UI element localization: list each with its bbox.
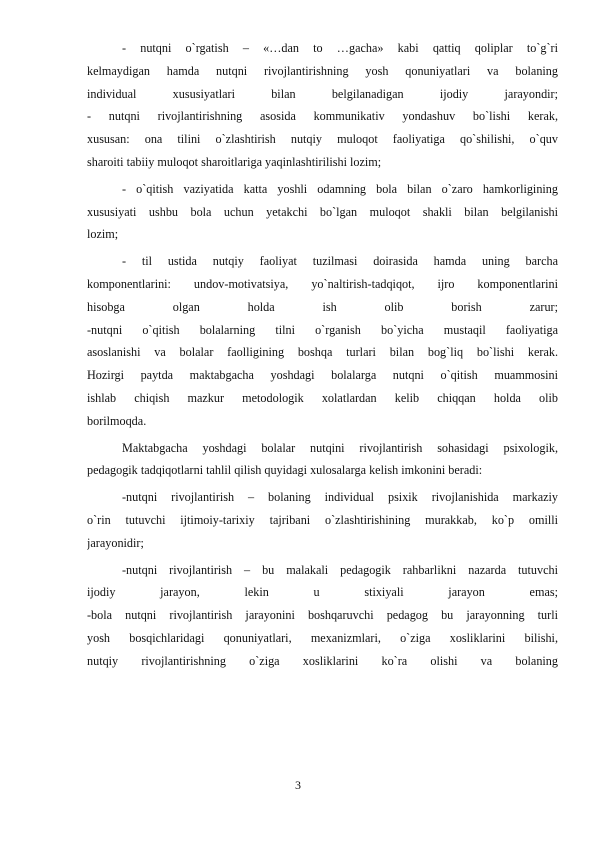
text-line: hisobga olgan holda ish olib borish zarur; [87, 299, 558, 314]
paragraph [87, 178, 558, 246]
text-line: individual xususiyatlari bilan belgilanadigan ijodiy jarayondir; [87, 86, 558, 101]
text-line: xususan: ona tilini o`zlashtirish nutqiy muloqot faoliyatiga qo`shilishi, o`quv [87, 132, 558, 147]
paragraph [87, 437, 558, 483]
text-line: pedagogik tadqiqotlarni tahlil qilish quyidagi xulosalarga kelish imkonini beradi: [87, 463, 483, 478]
text-line: Maktabgacha yoshdagi bolalar nutqini rivojlantirish sohasidagi psixologik, [122, 440, 558, 455]
page-number: 3 [295, 778, 301, 792]
paragraph [87, 250, 558, 432]
text-line: -nutqni rivojlantirish – bu malakali pedagogik rahbarlikni nazarda tutuvchi [122, 562, 558, 577]
document-body [87, 37, 558, 677]
text-line: -nutqni o`qitish bolalarning tilni o`rganish bo`yicha mustaqil faoliyatiga [87, 322, 558, 337]
paragraph [87, 486, 558, 554]
text-line: -bola nutqni rivojlantirish jarayonini boshqaruvchi pedagog bu jarayonning turli [87, 608, 558, 623]
text-line: - o`qitish vaziyatida katta yoshli odamning bola bilan o`zaro hamkorligining [122, 181, 558, 196]
text-line: xususiyati ushbu bola uchun yetakchi bo`lgan muloqot shakli bilan belgilanishi [87, 204, 558, 219]
text-line: borilmoqda. [87, 413, 147, 428]
text-line: - nutqni rivojlantirishning asosida kommunikativ yondashuv bo`lishi kerak, [87, 109, 558, 124]
paragraph [87, 37, 558, 174]
text-line: sharoiti tabiiy muloqot sharoitlariga yaqinlashtirilishi lozim; [87, 154, 382, 169]
text-line: kelmaydigan hamda nutqni rivojlantirishning yosh qonuniyatlari va bolaning [87, 63, 558, 78]
text-line: yosh bosqichlaridagi qonuniyatlari, mexanizmlari, o`ziga xosliklarini bilishi, [87, 630, 558, 645]
text-line: - nutqni o`rgatish – «…dan to …gacha» kabi qattiq qoliplar to`g`ri [122, 41, 558, 55]
text-line: o`rin tutuvchi ijtimoiy-tarixiy tajribani o`zlashtirishining murakkab, ko`p omilli [87, 512, 558, 527]
text-line: ijodiy jarayon, lekin u stixiyali jarayon emas; [87, 585, 558, 600]
text-line: -nutqni rivojlantirish – bolaning individual psixik rivojlanishida markaziy [122, 490, 558, 505]
paragraph [87, 559, 558, 673]
text-line: ishlab chiqish mazkur metodologik xolatlardan kelib chiqqan holda olib [87, 390, 558, 405]
text-line: Hozirgi paytda maktabgacha yoshdagi bolalarga nutqni o`qitish muammosini [87, 368, 558, 383]
text-line: komponentlarini: undov-motivatsiya, yo`naltirish-tadqiqot, ijro komponentlarini [87, 276, 558, 291]
text-line: lozim; [87, 227, 119, 242]
text-line: nutqiy rivojlantirishning o`ziga xosliklarini ko`ra olishi va bolaning [87, 653, 558, 668]
text-line: jarayonidir; [87, 535, 144, 550]
text-line: asoslanishi va bolalar faolligining boshqa turlari bilan bog`liq bo`lishi kerak. [87, 345, 558, 360]
text-line: - til ustida nutqiy faoliyat tuzilmasi doirasida hamda uning barcha [122, 254, 558, 269]
